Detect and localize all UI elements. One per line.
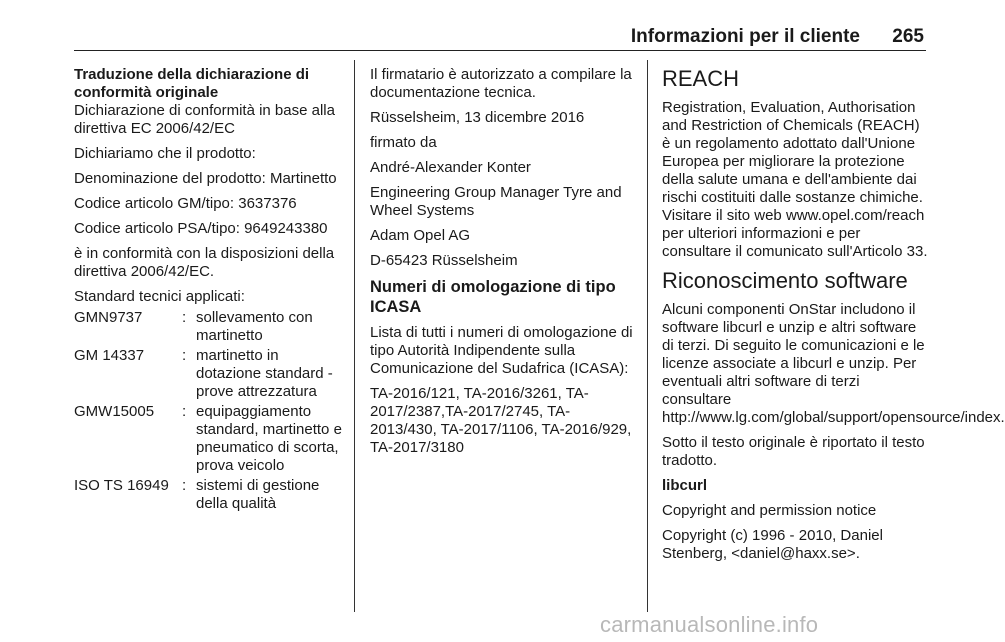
paragraph: D-65423 Rüsselsheim	[370, 252, 518, 269]
paragraph: TA-2016/121, TA-2016/3261, TA-2017/2387,TA-2017/2745, TA-2013/430, TA-2017/1106, TA-2016/929, TA-2017/3180	[370, 385, 632, 456]
paragraph: Copyright and permission notice	[662, 502, 877, 519]
standard-code: GMW15005	[74, 403, 155, 420]
standard-code: GM 14337	[74, 347, 145, 364]
standard-desc: equipaggiamento standard, martinetto e pneumatico di scorta, prova veicolo	[196, 403, 342, 474]
standards-table	[74, 309, 342, 515]
paragraph: firmato da	[370, 134, 437, 151]
paragraph: Rüsselsheim, 13 dicembre 2016	[370, 109, 585, 126]
page-number: 265	[892, 26, 924, 47]
column-1	[74, 66, 342, 515]
watermark: carmanualsonline.info	[600, 612, 819, 637]
paragraph: Registration, Evaluation, Authorisation and Restriction of Chemicals (REACH) è un regolamento adottato dall'Unione Europea per migliorare la protezione della salute umana e dell'ambiente dai rischi costituiti dalle sostanze chimiche. Visitare il sito web www.opel.com/reach per ulteriori informazioni e per consultare il comunicato sull'Articolo 33.	[662, 99, 928, 260]
paragraph: è in conformità con la disposizioni della direttiva 2006/42/EC.	[74, 245, 335, 280]
section-heading-icasa: Numeri di omologazione di tipo ICASA	[370, 278, 616, 316]
paragraph: Engineering Group Manager Tyre and Wheel Systems	[370, 184, 622, 219]
header-title: Informazioni per il cliente	[630, 26, 860, 47]
standard-desc: sistemi di gestione della qualità	[196, 477, 320, 512]
section-heading-libcurl: libcurl	[662, 477, 708, 494]
column-divider	[354, 60, 355, 612]
paragraph: Alcuni componenti OnStar includono il software libcurl e unzip e altri software di terzi. Di seguito le comunicazioni e le licenze associate a libcurl e unzip. Per eventuali altri software di terzi consultare http://www.lg.com/global/support/opensource/index.	[662, 301, 1005, 426]
standard-code: ISO TS 16949	[74, 477, 169, 494]
paragraph: Lista di tutti i numeri di omologazione di tipo Autorità Indipendente sulla Comunicazione del Sudafrica (ICASA):	[370, 324, 633, 377]
column-3	[662, 66, 1005, 570]
standard-sep: :	[182, 309, 187, 326]
section-heading-software: Riconoscimento software	[662, 268, 908, 293]
paragraph: Codice articolo GM/tipo: 3637376	[74, 195, 297, 212]
standard-sep: :	[182, 477, 187, 494]
paragraph: Adam Opel AG	[370, 227, 471, 244]
paragraph: Copyright (c) 1996 - 2010, Daniel Stenberg, <daniel@haxx.se>.	[662, 527, 883, 562]
standard-desc: martinetto in dotazione standard - prove attrezzatura	[196, 347, 333, 400]
section-heading-declaration: Traduzione della dichiarazione di conformità originale	[74, 66, 310, 101]
standard-sep: :	[182, 403, 187, 420]
standard-desc: sollevamento con martinetto	[196, 309, 313, 344]
paragraph: Denominazione del prodotto: Martinetto	[74, 170, 337, 187]
paragraph: André-Alexander Konter	[370, 159, 531, 176]
paragraph: Il firmatario è autorizzato a compilare la documentazione tecnica.	[370, 66, 632, 101]
standard-code: GMN9737	[74, 309, 143, 326]
paragraph: Sotto il testo originale è riportato il testo tradotto.	[662, 434, 925, 469]
section-heading-reach: REACH	[662, 66, 740, 91]
paragraph: Standard tecnici applicati:	[74, 288, 245, 305]
standard-sep: :	[182, 347, 187, 364]
column-2	[370, 66, 636, 464]
paragraph: Dichiariamo che il prodotto:	[74, 145, 256, 162]
paragraph: Codice articolo PSA/tipo: 9649243380	[74, 220, 328, 237]
column-divider	[647, 60, 648, 612]
page-header	[74, 26, 926, 51]
paragraph: Dichiarazione di conformità in base alla direttiva EC 2006/42/EC	[74, 102, 335, 137]
